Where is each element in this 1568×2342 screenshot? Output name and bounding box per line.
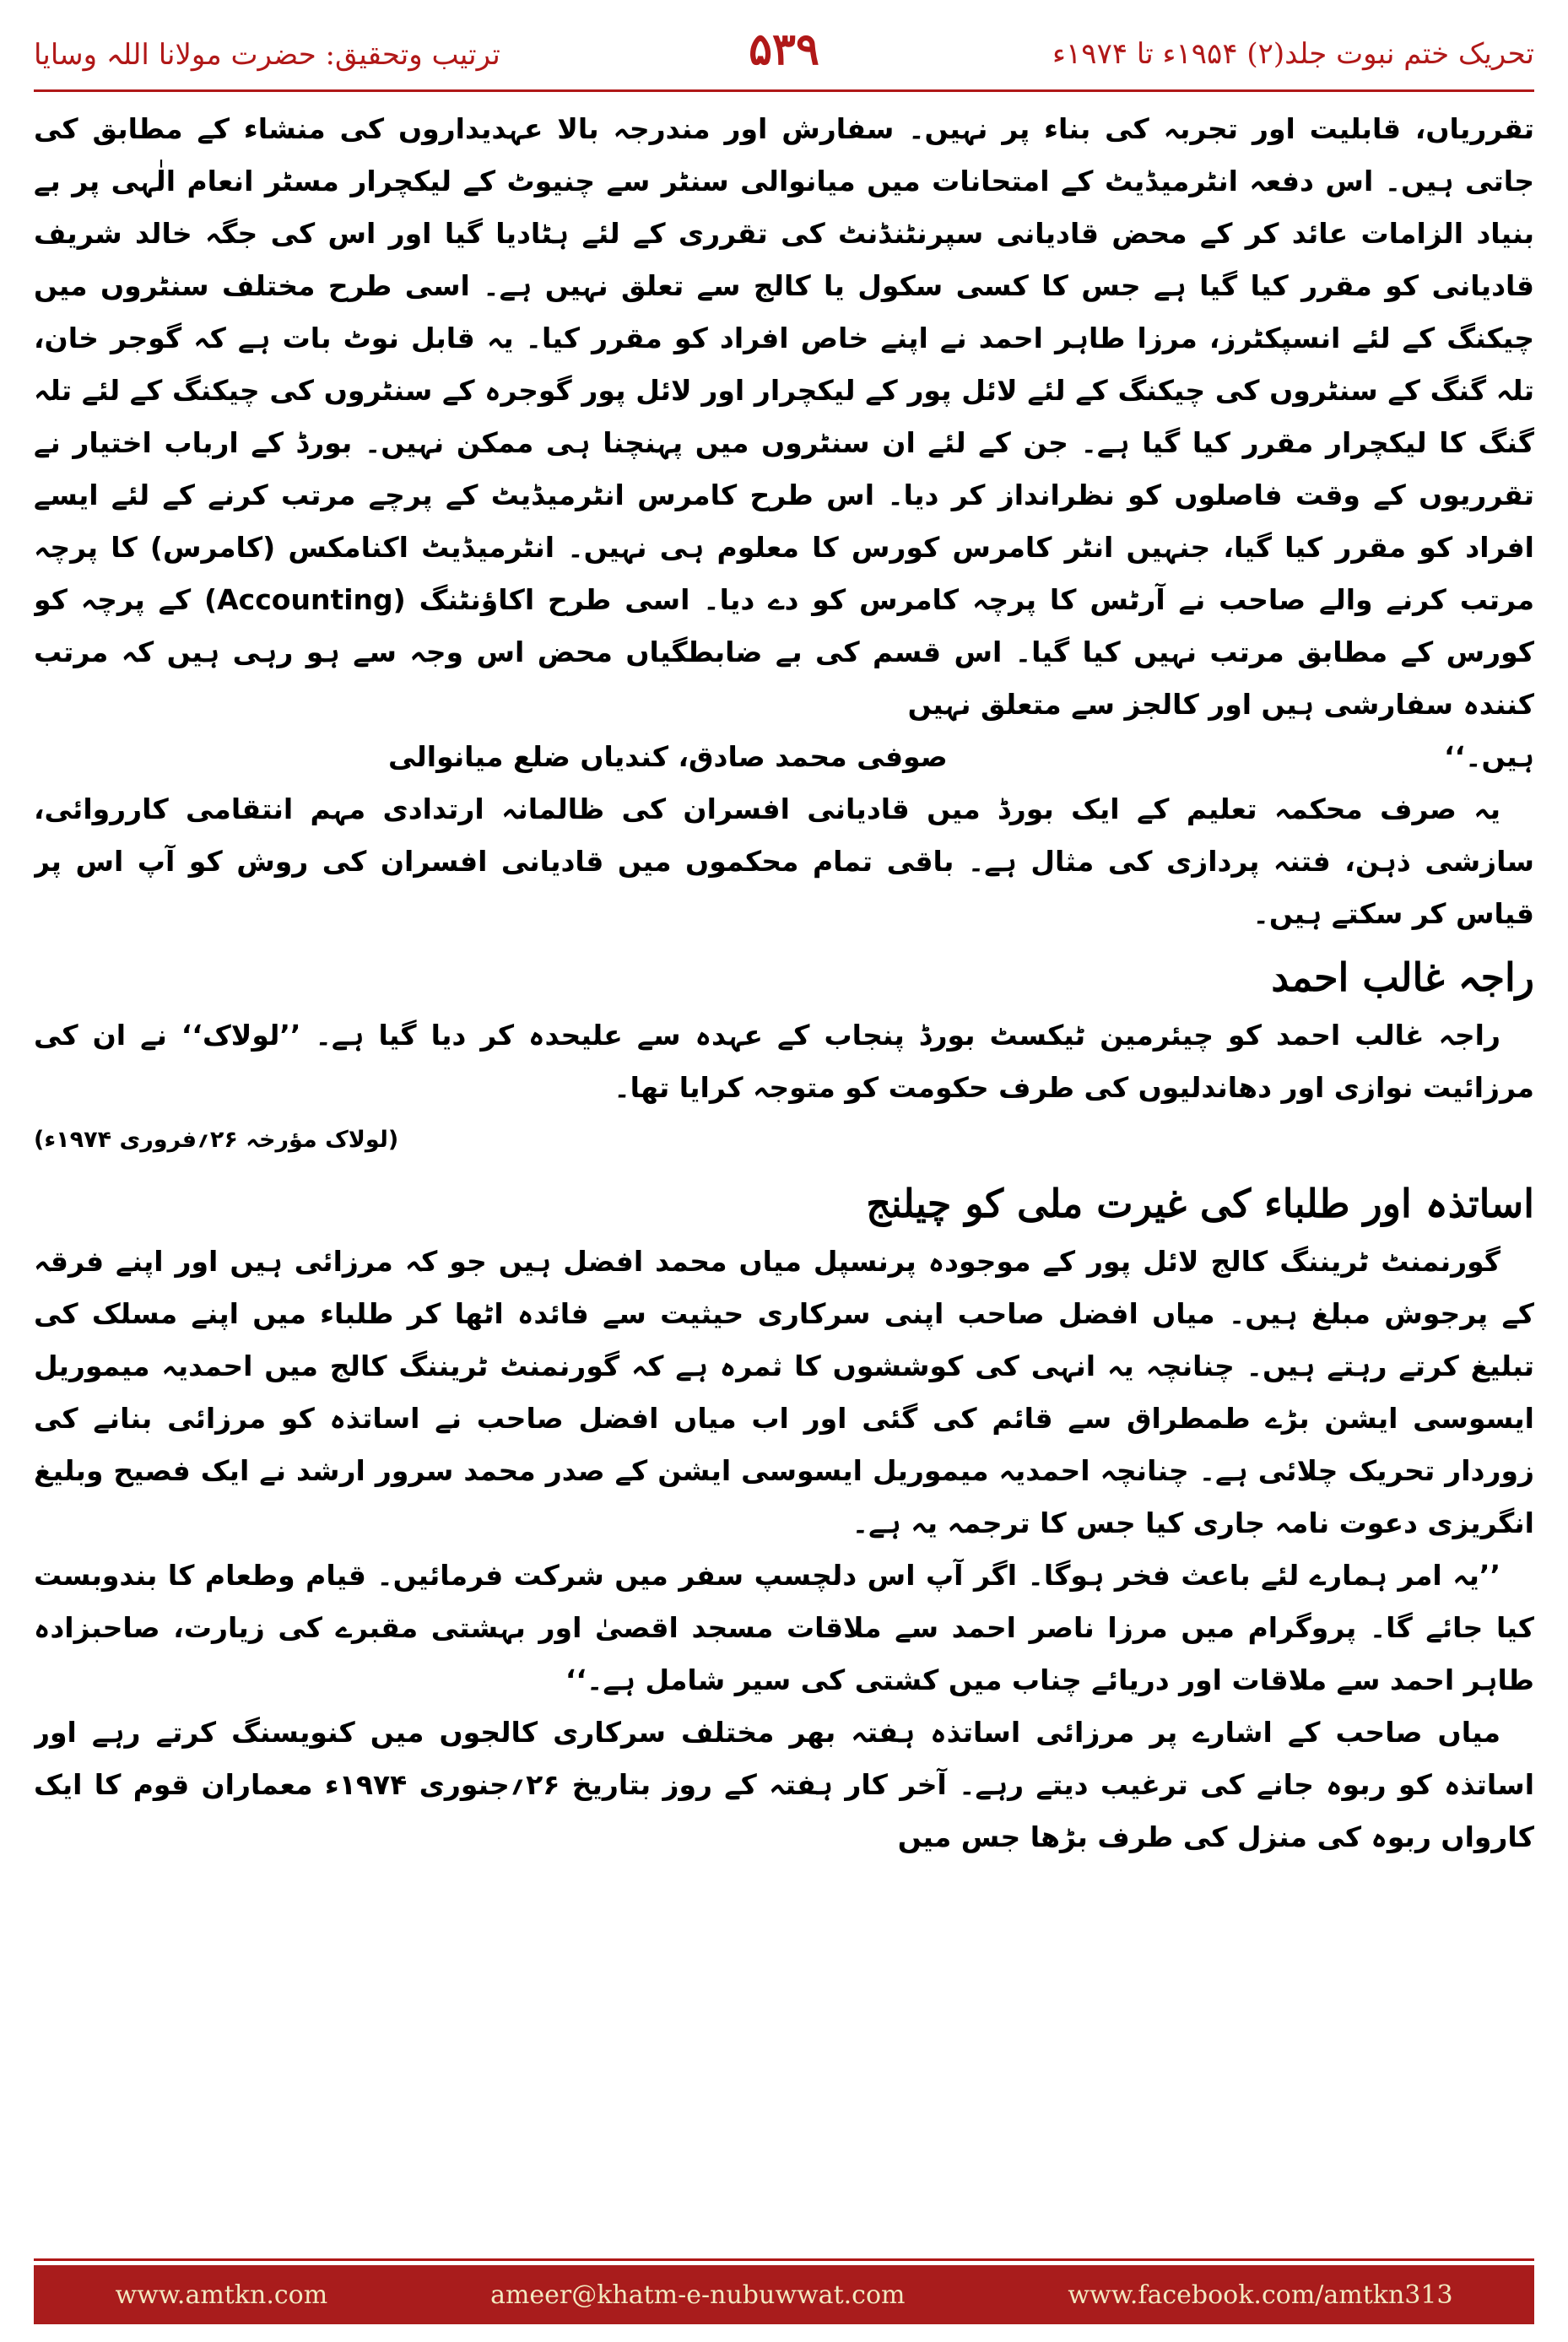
heading-raja-ghalib-ahmad: راجہ غالب احمد bbox=[1271, 955, 1534, 1000]
paragraph-4: گورنمنٹ ٹریننگ کالج لائل پور کے موجودہ پرنسپل میاں محمد افضل ہیں جو کہ مرزائی ہیں اور اپنے فرقہ کے پرجوش مبلغ ہیں۔ میاں افضل صاحب اپنی سرکاری حیثیت سے فائدہ اٹھا کر طلباء میں اپنے مسلک کی تبلیغ کرتے رہتے ہیں۔ چنانچہ یہ انہی کی کوششوں کا ثمرہ ہے کہ گورنمنٹ ٹریننگ کالج میں احمدیہ میموریل ایسوسی ایشن بڑے طمطراق سے قائم کی گئی اور اب میاں افضل صاحب نے اساتذہ کو مرزائی بنانے کی زوردار تحریک چلائی ہے۔ چنانچہ احمدیہ میموریل ایسوسی ایشن کے صدر محمد سرور ارشد نے ایک فصیح وبلیغ انگریزی دعوت نامہ جاری کیا جس کا ترجمہ یہ ہے۔ bbox=[34, 1245, 1534, 1539]
compiler-credit: ترتیب وتحقیق: حضرت مولانا اللہ وسایا bbox=[34, 38, 500, 72]
facebook-link[interactable]: www.facebook.com/amtkn313 bbox=[1068, 2280, 1453, 2310]
email-link[interactable]: ameer@khatm-e-nubuwwat.com bbox=[490, 2280, 906, 2310]
page-number: ۵۳۹ bbox=[749, 24, 819, 75]
header-divider bbox=[34, 89, 1534, 92]
reference-lolak: (لولاک مؤرخہ ۲۶؍فروری ۱۹۷۴ء) bbox=[34, 1127, 399, 1153]
paragraph-5: میاں صاحب کے اشارے پر مرزائی اساتذہ ہفتہ بھر مختلف سرکاری کالجوں میں کنویسنگ کرتے رہے اور اساتذہ کو ربوہ جانے کی ترغیب دیتے رہے۔ آخر کار ہفتہ کے روز بتاریخ ۲۶؍جنوری ۱۹۷۴ء معماران قوم کا ایک کارواں ربوہ کی منزل کی طرف بڑھا جس میں bbox=[34, 1716, 1534, 1853]
paragraph-1-end: ہیں۔‘‘ bbox=[1444, 740, 1534, 773]
website-link[interactable]: www.amtkn.com bbox=[115, 2280, 328, 2310]
paragraph-2: یہ صرف محکمہ تعلیم کے ایک بورڈ میں قادیانی افسران کی ظالمانہ ارتدادی مہم انتقامی کارروائی، سازشی ذہن، فتنہ پردازی کی مثال ہے۔ باقی تمام محکموں میں قادیانی افسران کی روش کو آپ اس پر قیاس کر سکتے ہیں۔ bbox=[34, 792, 1534, 930]
footer-divider bbox=[34, 2258, 1534, 2261]
reference-row bbox=[34, 1114, 1534, 1166]
book-title: تحریک ختم نبوت جلد(۲) ۱۹۵۴ء تا ۱۹۷۴ء bbox=[1052, 37, 1534, 71]
page-header bbox=[34, 24, 1534, 83]
heading-teachers-students: اساتذہ اور طلباء کی غیرت ملی کو چیلنج bbox=[866, 1181, 1534, 1226]
paragraph-3: راجہ غالب احمد کو چیئرمین ٹیکسٹ بورڈ پنجاب کے عہدہ سے علیحدہ کر دیا گیا ہے۔ ’’لولاک‘‘ نے ان کی مرزائیت نوازی اور دھاندلیوں کی طرف حکومت کو متوجہ کرایا تھا۔ bbox=[34, 1019, 1534, 1104]
signature-row bbox=[34, 731, 1534, 783]
paragraph-1: تقرریاں، قابلیت اور تجربہ کی بناء پر نہیں۔ سفارش اور مندرجہ بالا عہدیداروں کی منشاء کے مطابق کی جاتی ہیں۔ اس دفعہ انٹرمیڈیٹ کے امتحانات میں میانوالی سنٹر سے چنیوٹ کے لیکچرار مسٹر انعام الٰہی پر بے بنیاد الزامات عائد کر کے محض قادیانی سپرنٹنڈنٹ کی تقرری کے لئے ہٹادیا گیا اور اس کی جگہ خالد شریف قادیانی کو مقرر کیا گیا ہے جس کا کسی سکول یا کالج سے تعلق نہیں ہے۔ اسی طرح مختلف سنٹروں میں چیکنگ کے لئے انسپکٹرز، مرزا طاہر احمد نے اپنے خاص افراد کو مقرر کیا۔ یہ قابل نوٹ بات ہے کہ گوجر خان، تلہ گنگ کے سنٹروں کی چیکنگ کے لئے لائل پور کے لیکچرار اور لائل پور گوجرہ کے سنٹروں کی چیکنگ کے لئے تلہ گنگ کا لیکچرار مقرر کیا گیا ہے۔ جن کے لئے ان سنٹروں میں پہنچنا ہی ممکن نہیں۔ بورڈ کے ارباب اختیار نے تقرریوں کے وقت فاصلوں کو نظرانداز کر دیا۔ اس طرح کامرس انٹرمیڈیٹ کے پرچے مرتب کرنے کے لئے ایسے افراد کو مقرر کیا گیا، جنہیں انٹر کامرس کورس کا معلوم ہی نہیں۔ انٹرمیڈیٹ اکنامکس (کامرس) کا پرچہ مرتب کرنے والے صاحب نے آرٹس کا پرچہ کامرس کو دے دیا۔ اسی طرح اکاؤنٹنگ (Accounting) کے پرچہ کو کورس کے مطابق مرتب نہیں کیا گیا۔ اس قسم کی بے ضابطگیاں محض اس وجہ سے ہو رہی ہیں کہ مرتب کنندہ سفارشی ہیں اور کالجز سے متعلق نہیں bbox=[34, 112, 1534, 721]
page-body bbox=[34, 103, 1534, 2247]
signature: صوفی محمد صادق، کندیاں ضلع میانوالی bbox=[388, 740, 948, 773]
quotation: ’’یہ امر ہمارے لئے باعث فخر ہوگا۔ اگر آپ اس دلچسپ سفر میں شرکت فرمائیں۔ قیام وطعام کا بندوبست کیا جائے گا۔ پروگرام میں مرزا ناصر احمد سے ملاقات مسجد اقصیٰ اور بہشتی مقبرے کی زیارت، صاحبزادہ طاہر احمد سے ملاقات اور دریائے چناب میں کشتی کی سیر شامل ہے۔‘‘ bbox=[34, 1559, 1534, 1696]
page-footer bbox=[34, 2265, 1534, 2324]
